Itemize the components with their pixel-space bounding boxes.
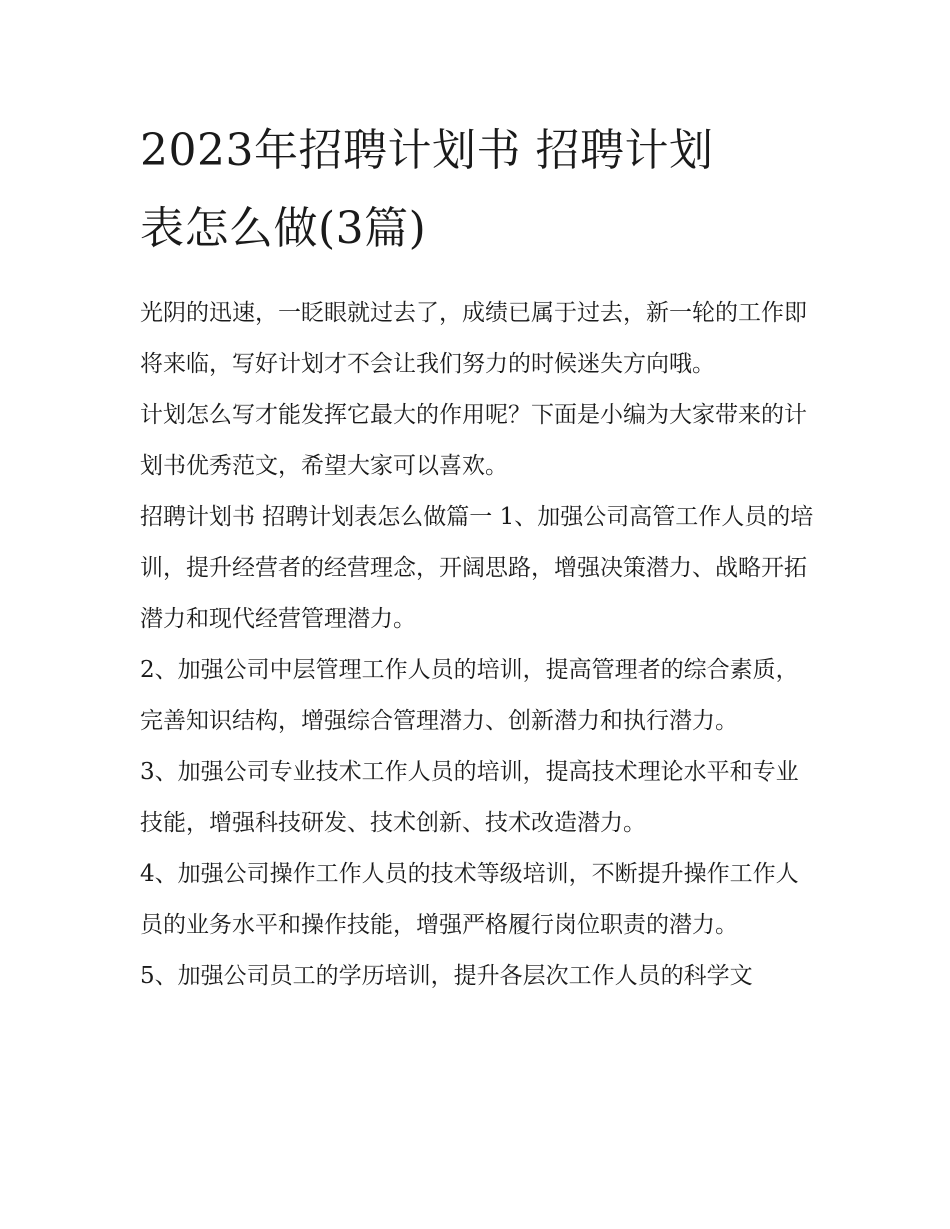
- paragraph-item-5: 5、加强公司员工的学历培训，提升各层次工作人员的科学文: [140, 963, 753, 989]
- document-content: [140, 112, 820, 1002]
- title-line-2: 表怎么做(3篇): [140, 203, 427, 254]
- title-line-1: 2023年招聘计划书 招聘计划: [140, 125, 714, 176]
- paragraph-item-3: 3、加强公司专业技术工作人员的培训，提高技术理论水平和专业技能，增强科技研发、技术创新、技术改造潜力。: [140, 759, 799, 836]
- paragraph-item-4: 4、加强公司操作工作人员的技术等级培训，不断提升操作工作人员的业务水平和操作技能，增强严格履行岗位职责的潜力。: [140, 861, 799, 938]
- paragraph-intro-2: 计划怎么写才能发挥它最大的作用呢？下面是小编为大家带来的计划书优秀范文，希望大家可以喜欢。: [140, 402, 807, 479]
- paragraph-item-2: 2、加强公司中层管理工作人员的培训，提高管理者的综合素质，完善知识结构，增强综合管理潜力、创新潜力和执行潜力。: [140, 657, 799, 734]
- document-title: [140, 112, 820, 268]
- paragraph-item-1: 招聘计划书 招聘计划表怎么做篇一 1、加强公司高管工作人员的培训，提升经营者的经营理念，开阔思路，增强决策潜力、战略开拓潜力和现代经营管理潜力。: [140, 504, 814, 632]
- paragraph-intro-1: 光阴的迅速，一眨眼就过去了，成绩已属于过去，新一轮的工作即将来临，写好计划才不会让我们努力的时候迷失方向哦。: [140, 300, 807, 377]
